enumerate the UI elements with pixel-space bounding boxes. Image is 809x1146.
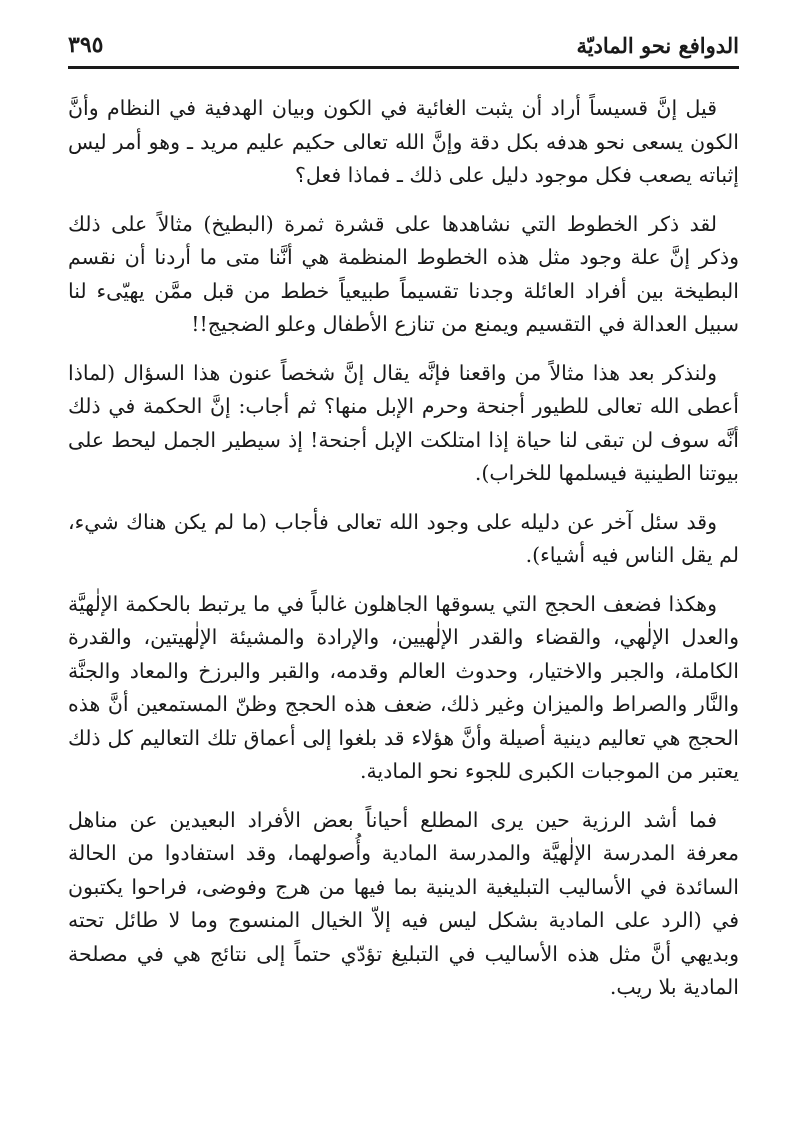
paragraph-watermelon: لقد ذكر الخطوط التي نشاهدها على قشرة ثمرة (البطيخ) مثالاً على ذلك وذكر إنَّ علة وجود مثل هذه الخطوط المنظمة هي أنَّنا متى ما أردنا أن نقسم البطيخة بين أفراد العائلة وجدنا تقسيماً طبيعياً خطط من قبل ممَّن يهيّىء لنا سبيل العدالة في التقسيم ويمنع من تنازع الأطفال وعلو الضجيج!!: [68, 211, 739, 336]
paragraph-priest: قيل إنَّ قسيساً أراد أن يثبت الغائية في الكون وبيان الهدفية في النظام وأنَّ الكون يسعى نحو هدفه بكل دقة وإنَّ الله تعالى حكيم عليم مريد ـ وهو أمر ليس إثباته يصعب فكل موجود دليل على ذلك ـ فماذا فعل؟: [68, 96, 739, 187]
paragraph-camel: ولنذكر بعد هذا مثالاً من واقعنا فإنَّه يقال إنَّ شخصاً عنون هذا السؤال (لماذا أعطى الله تعالى للطيور أجنحة وحرم الإبل منها؟ ثم أجاب: إنَّ الحكمة في ذلك أنَّه سوف لن تبقى لنا حياة إذا امتلكت الإبل أجنحة! إذ سيطير الجمل ليحط على بيوتنا الطينية فيسلمها للخراب).: [68, 360, 739, 485]
page-number: ٣٩٥: [68, 32, 104, 58]
chapter-title: الدوافع نحو الماديّة: [576, 33, 739, 58]
header-rule: [68, 66, 739, 69]
running-header: [68, 22, 739, 66]
paragraph-proof: وقد سئل آخر عن دليله على وجود الله تعالى فأجاب (ما لم يكن هناك شيء، لم يقل الناس فيه أشياء).: [68, 509, 739, 567]
paragraph-calamity: فما أشد الرزية حين يرى المطلع أحياناً بعض الأفراد البعيدين عن مناهل معرفة المدرسة الإلٰهيَّة والمدرسة المادية وأُصولهما، وقد استفادوا من الحالة السائدة في الأساليب التبليغية الدينية بما فيها من هرج وفوضى، فراحوا يكتبون في (الرد على المادية بشكل ليس فيه إلاّ الخيال المنسوج وما لا طائل تحته وبديهي أنَّ مثل هذه الأساليب في التبليغ تؤدّي حتماً إلى نتائج هي في مصلحة المادية بلا ريب.: [68, 807, 739, 999]
paragraph-weak-arguments: وهكذا فضعف الحجج التي يسوقها الجاهلون غالباً في ما يرتبط بالحكمة الإلٰهيَّة والعدل الإلٰهي، والقضاء والقدر الإلٰهيين، والإرادة والمشيئة الإلٰهيتين، والقدرة الكاملة، والجبر والاختيار، وحدوث العالم وقدمه، والقبر والبرزخ والمعاد والجنَّة والنَّار والصراط والميزان وغير ذلك، ضعف هذه الحجج وظنّ المستمعين أنَّ هذه الحجج هي تعاليم دينية أصيلة وأنَّ هؤلاء قد بلغوا إلى أعماق تلك التعاليم كل ذلك يعتبر من الموجبات الكبرى للجوء نحو المادية.: [68, 591, 739, 783]
body-text: [68, 92, 739, 1020]
